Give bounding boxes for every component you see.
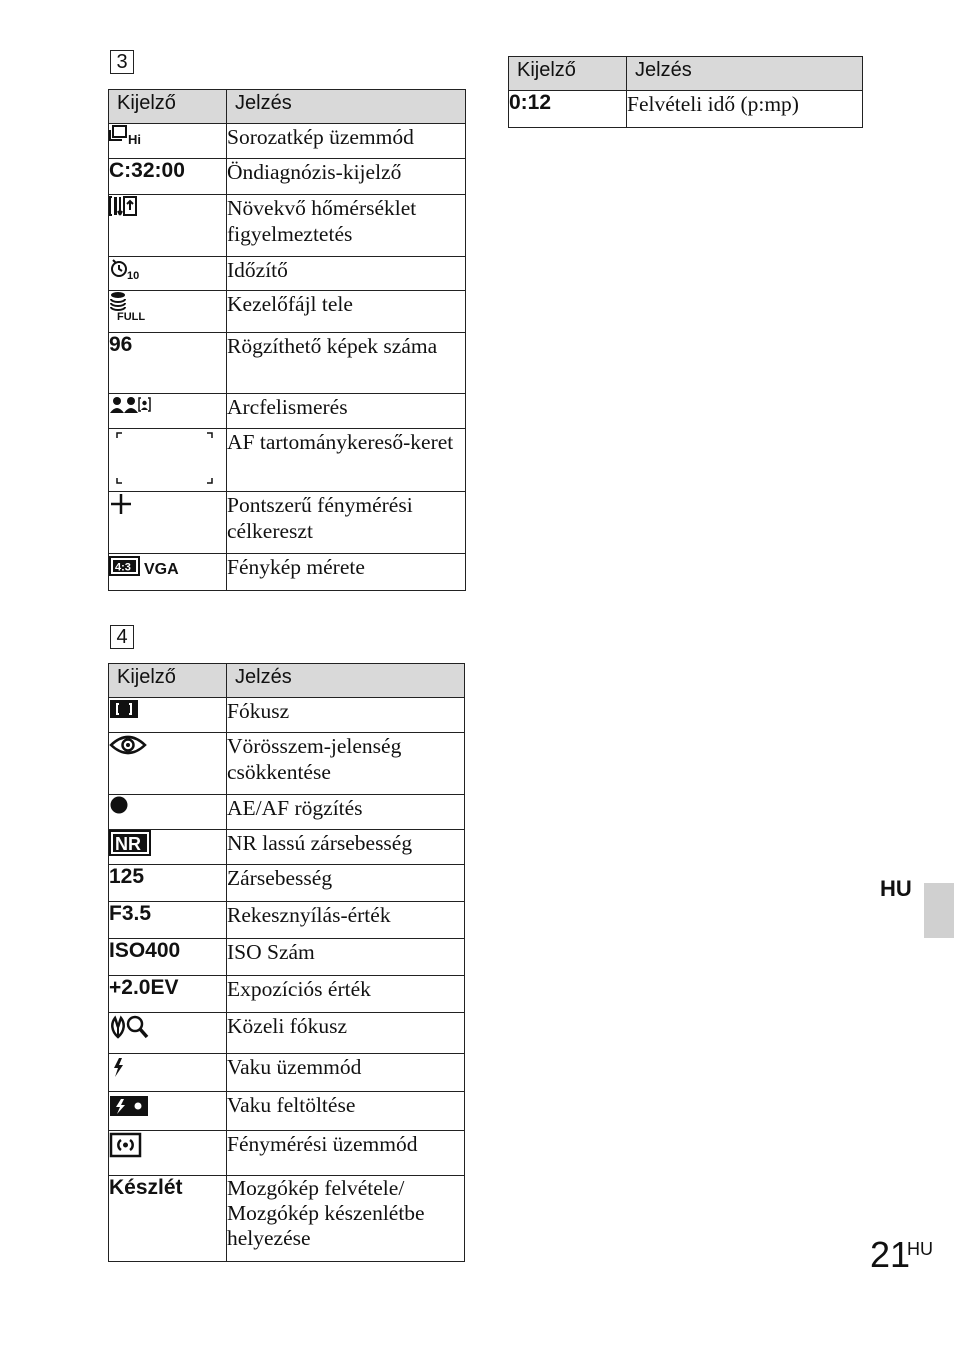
row-symbol: F3.5 <box>109 902 152 925</box>
header-display: Kijelző <box>509 57 627 91</box>
row-desc: Zársebesség <box>227 865 465 902</box>
row-desc: NR lassú zársebesség <box>227 830 465 865</box>
svg-text:10: 10 <box>127 270 140 281</box>
nr-icon <box>109 830 226 856</box>
table-row <box>109 902 465 939</box>
temperature-warning-icon <box>109 195 226 219</box>
flash-charging-icon <box>109 1092 226 1118</box>
self-timer-10-icon <box>109 257 226 281</box>
page-number: 21 <box>870 1234 911 1275</box>
table-row <box>109 1054 465 1092</box>
metering-mode-icon <box>109 1131 226 1159</box>
row-desc: Fókusz <box>227 698 465 733</box>
row-desc: Rekesznyílás-érték <box>227 902 465 939</box>
row-desc: Növekvő hőmérséklet figyelmeztetés <box>227 195 466 257</box>
row-desc: Vörösszem-jelenség csökkentése <box>227 733 465 795</box>
row-symbol: 96 <box>109 333 133 356</box>
af-range-frame-icon <box>115 431 220 487</box>
row-symbol: +2.0EV <box>109 976 179 999</box>
language-label: HU <box>880 876 912 901</box>
table-row <box>109 429 466 492</box>
image-size-vga-icon <box>109 554 226 578</box>
table-row <box>109 291 466 333</box>
row-desc: Pontszerű fénymérési célkereszt <box>227 492 466 554</box>
spot-crosshair-icon <box>109 492 226 516</box>
language-side-tab <box>924 883 954 938</box>
table-row <box>109 976 465 1013</box>
table-header-row <box>109 664 465 698</box>
header-display: Kijelző <box>109 90 227 124</box>
row-desc: Időzítő <box>227 257 466 291</box>
row-desc: Fénymérési üzemmód <box>227 1131 465 1176</box>
svg-text:Hi: Hi <box>128 132 141 146</box>
table-row <box>109 698 465 733</box>
indicator-table-3 <box>108 89 466 591</box>
table-row <box>109 865 465 902</box>
header-meaning: Jelzés <box>227 664 465 698</box>
section-number-3: 3 <box>110 50 134 74</box>
red-eye-icon <box>109 733 226 757</box>
table-row <box>109 1176 465 1262</box>
face-detection-icon <box>109 394 226 416</box>
svg-text:NR: NR <box>115 834 141 854</box>
row-desc: Rögzíthető képek száma <box>227 333 466 394</box>
database-full-icon <box>109 291 226 321</box>
row-desc: AE/AF rögzítés <box>227 795 465 830</box>
row-desc: Arcfelismerés <box>227 394 466 429</box>
row-symbol: ISO400 <box>109 939 181 962</box>
table-row <box>109 795 465 830</box>
header-meaning: Jelzés <box>627 57 863 91</box>
table-row <box>109 1013 465 1054</box>
table-row <box>109 195 466 257</box>
table-row <box>109 1092 465 1131</box>
table-row <box>109 733 465 795</box>
table-row <box>109 257 466 291</box>
table-row <box>109 394 466 429</box>
burst-hi-icon <box>109 124 226 146</box>
row-symbol: C:32:00 <box>109 159 185 182</box>
svg-text:FULL: FULL <box>117 311 146 321</box>
table-row <box>109 939 465 976</box>
table-row <box>109 830 465 865</box>
row-desc: Kezelőfájl tele <box>227 291 466 333</box>
svg-text:4:3: 4:3 <box>115 561 131 574</box>
row-desc: Fénykép mérete <box>227 554 466 591</box>
row-symbol: Készlét <box>109 1176 183 1199</box>
indicator-table-4 <box>108 663 465 1262</box>
section-number-4: 4 <box>110 625 134 649</box>
table-row <box>109 492 466 554</box>
svg-text:VGA: VGA <box>144 561 179 578</box>
page-number-suffix: HU <box>907 1239 933 1259</box>
header-display: Kijelző <box>109 664 227 698</box>
row-desc: ISO Szám <box>227 939 465 976</box>
table-row <box>109 333 466 394</box>
indicator-table-recording <box>508 56 863 128</box>
row-symbol: 125 <box>109 865 145 888</box>
flash-icon <box>109 1054 226 1080</box>
focus-bracket-icon <box>109 698 226 720</box>
row-desc: Sorozatkép üzemmód <box>227 124 466 159</box>
table-row <box>509 91 863 128</box>
row-desc: AF tartománykereső-keret <box>227 429 466 492</box>
macro-magnifier-icon <box>109 1013 226 1041</box>
row-desc: Vaku feltöltése <box>227 1092 465 1131</box>
table-header-row <box>509 57 863 91</box>
row-symbol: 0:12 <box>509 91 552 114</box>
table-row <box>109 124 466 159</box>
ae-af-lock-dot-icon <box>109 795 226 817</box>
row-desc: Expozíciós érték <box>227 976 465 1013</box>
row-desc: Mozgókép felvétele/ Mozgókép készenlétbe helyezése <box>227 1176 465 1262</box>
table-header-row <box>109 90 466 124</box>
row-desc: Vaku üzemmód <box>227 1054 465 1092</box>
table-row <box>109 554 466 591</box>
table-row <box>109 159 466 195</box>
row-desc: Felvételi idő (p:mp) <box>627 91 863 128</box>
table-row <box>109 1131 465 1176</box>
row-desc: Öndiagnózis-kijelző <box>227 159 466 195</box>
header-meaning: Jelzés <box>227 90 466 124</box>
row-desc: Közeli fókusz <box>227 1013 465 1054</box>
